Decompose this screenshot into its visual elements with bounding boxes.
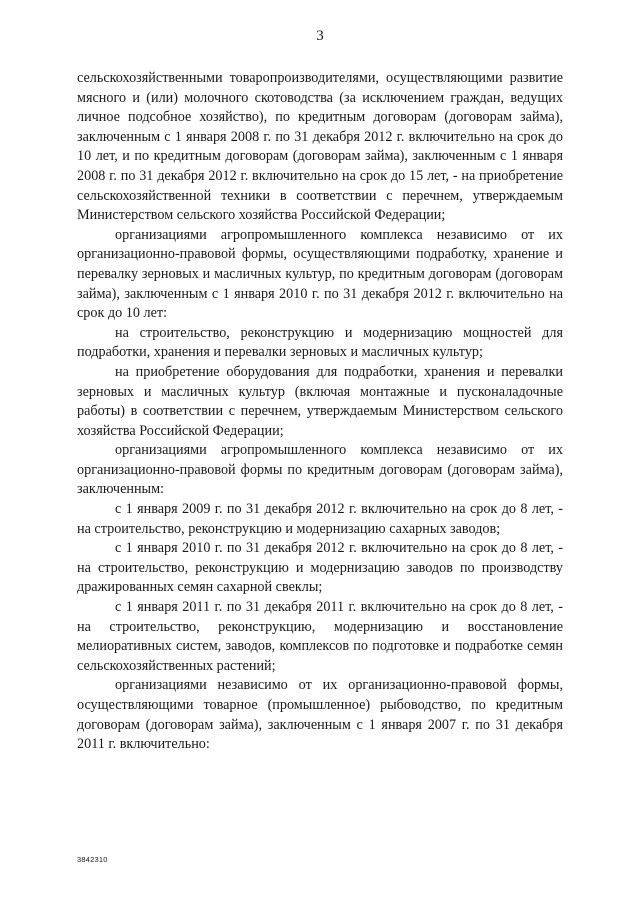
paragraph-8: с 1 января 2011 г. по 31 декабря 2011 г. включительно на срок до 8 лет, - на строительство, реконструкцию, модернизацию и восстановление мелиоративных систем, заводов, комплексов по подготовке и подработке семян сельскохозяйственных растений; — [77, 599, 563, 674]
page-number: 3 — [316, 28, 324, 44]
paragraph-6: с 1 января 2009 г. по 31 декабря 2012 г. включительно на срок до 8 лет, - на строительство, реконструкцию и модернизацию сахарных заводов; — [77, 501, 563, 537]
paragraph-9: организациями независимо от их организационно-правовой формы, осуществляющими товарное (промышленное) рыбоводство, по кредитным договорам (договорам займа), заключенным с 1 января 2007 г. по 31 декабря 2011 г. включительно: — [77, 677, 563, 753]
paragraph-1: сельскохозяйственными товаропроизводителями, осуществляющими развитие мясного и (или) молочного скотоводства (за исключением граждан, ведущих личное подсобное хозяйство), по кредитным договорам (договорам займа), заключенным с 1 января 2008 г. по 31 декабря 2012 г. включительно на срок до 10 лет, и по кредитным договорам (договорам займа), заключенным с 1 января 2008 г. по 31 декабря 2012 г. включительно на срок до 15 лет, - на приобретение сельскохозяйственной техники в соответствии с перечнем, утверждаемым Министерством сельского хозяйства Российской Федерации; — [77, 70, 563, 224]
paragraph-2: организациями агропромышленного комплекса независимо от их организационно-правовой формы, осуществляющими подработку, хранение и перевалку зерновых и масличных культур, по кредитным договорам (договорам займа), заключенным с 1 января 2010 г. по 31 декабря 2012 г. включительно на срок до 10 лет: — [77, 226, 563, 322]
paragraph-7: с 1 января 2010 г. по 31 декабря 2012 г. включительно на срок до 8 лет, - на строительство, реконструкцию и модернизацию заводов по производству дражированных семян сахарной свеклы; — [77, 540, 563, 596]
document-body — [77, 69, 563, 755]
document-code: 3842310 — [77, 855, 108, 864]
paragraph-3: на строительство, реконструкцию и модернизацию мощностей для подработки, хранения и перевалки зерновых и масличных культур; — [77, 324, 563, 361]
paragraph-4: на приобретение оборудования для подработки, хранения и перевалки зерновых и масличных культур (включая монтажные и пусконаладочные работы) в соответствии с перечнем, утверждаемым Министерством сельского хозяйства Российской Федерации; — [77, 363, 563, 439]
paragraph-5: организациями агропромышленного комплекса независимо от их организационно-правовой формы по кредитным договорам (договорам займа), заключенным: — [77, 442, 563, 498]
